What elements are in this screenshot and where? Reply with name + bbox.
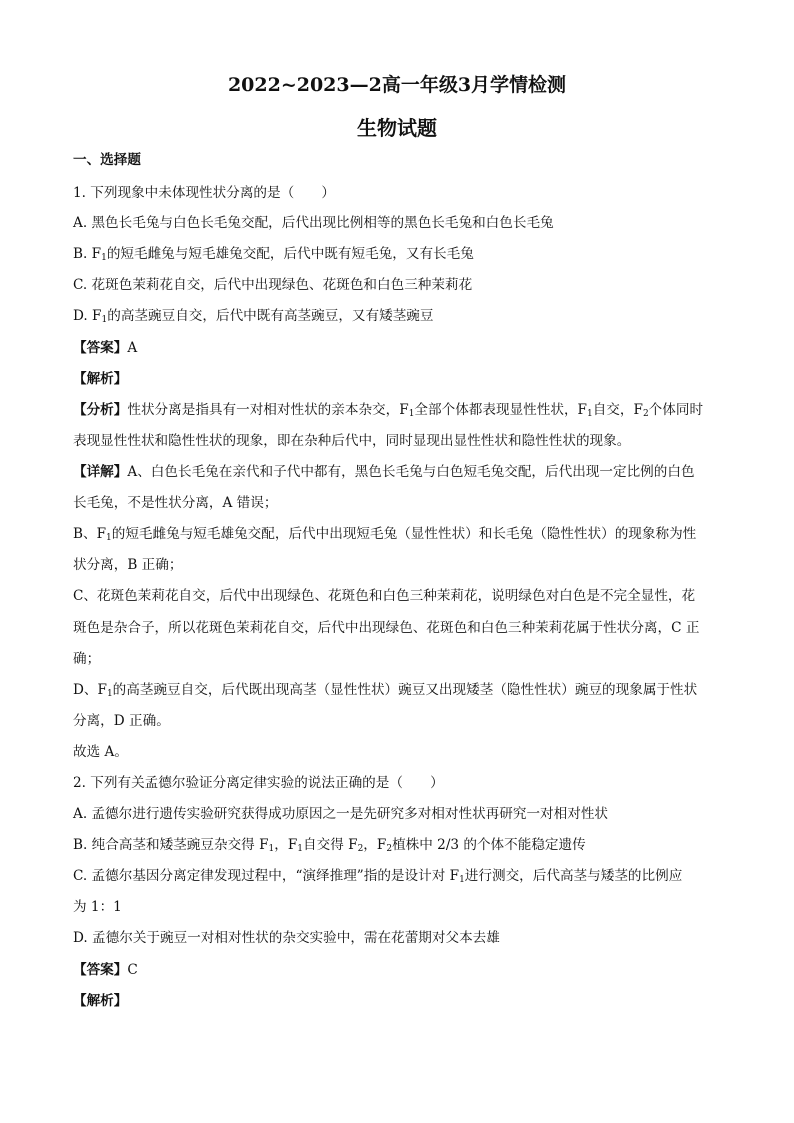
question-2-answer: 【答案】C (73, 962, 138, 978)
question-2-option-c-line-1: C. 孟德尔基因分离定律发现过程中，“演绎推理”指的是设计对 $F_1$进行测交，后代高茎与矮茎的比例应 (73, 868, 683, 885)
page-title: 2022~2023—2高一年级3月学情检测 (227, 74, 567, 96)
question-1-xiangjie-line-2: 长毛兔，不是性状分离，A 错误； (73, 495, 278, 511)
question-1-answer: 【答案】A (73, 340, 138, 356)
question-1-option-c: C. 花斑色茉莉花自交，后代中出现绿色、花斑色和白色三种茉莉花 (73, 277, 473, 293)
question-1-option-d: D. $F_1$的高茎豌豆自交，后代中既有高茎豌豆，又有矮茎豌豆 (73, 308, 434, 325)
section-heading: 一、选择题 (73, 152, 141, 168)
question-1-xiangjie-line-6: 斑色是杂合子，所以花斑色茉莉花自交，后代中出现绿色、花斑色和白色三种茉莉花属于性状分离，C 正 (73, 620, 700, 636)
question-1-stem: 1. 下列现象中未体现性状分离的是（ ） (73, 185, 335, 201)
question-2-option-a: A. 孟德尔进行遗传实验研究获得成功原因之一是先研究多对相对性状再研究一对相对性状 (73, 806, 609, 822)
question-1-option-b: B. $F_1$的短毛雌兔与短毛雄兔交配，后代中既有短毛兔，又有长毛兔 (73, 246, 474, 263)
question-1-xiangjie-line-4: 状分离，B 正确； (73, 557, 183, 573)
question-1-conclusion: 故选 A。 (73, 744, 128, 760)
question-1-fenxi-line-2: 表现显性性状和隐性性状的现象，即在杂种后代中，同时显现出显性性状和隐性性状的现象。 (73, 433, 631, 449)
question-1-xiangjie-line-7: 确； (73, 651, 101, 667)
question-1-analysis-label: 【解析】 (73, 371, 128, 387)
question-2-option-d: D. 孟德尔关于豌豆一对相对性状的杂交实验中，需在花蕾期对父本去雄 (73, 930, 500, 946)
question-1-xiangjie-line-9: 分离，D 正确。 (73, 713, 170, 729)
question-1-xiangjie-line-8: D、$F_1$的高茎豌豆自交，后代既出现高茎（显性性状）豌豆又出现矮茎（隐性性状）豌豆的现象属于性状 (73, 682, 698, 699)
question-2-option-c-line-2: 为 1：1 (73, 899, 122, 915)
question-2-option-b: B. 纯合高茎和矮茎豌豆杂交得 $F_1$，$F_1$自交得 $F_2$，$F_2$植株中 2/3 的个体不能稳定遗传 (73, 837, 586, 854)
question-1-xiangjie-line-1: 【详解】A、白色长毛兔在亲代和子代中都有，黑色长毛兔与白色短毛兔交配，后代出现一定比例的白色 (73, 464, 695, 480)
question-1-xiangjie-line-3: B、$F_1$的短毛雌兔与短毛雄兔交配，后代中出现短毛兔（显性性状）和长毛兔（隐性性状）的现象称为性 (73, 526, 697, 543)
question-2-stem: 2. 下列有关孟德尔验证分离定律实验的说法正确的是（ ） (73, 775, 444, 791)
question-2-analysis-label: 【解析】 (73, 993, 128, 1009)
question-1-xiangjie-line-5: C、花斑色茉莉花自交，后代中出现绿色、花斑色和白色三种茉莉花，说明绿色对白色是不完全显性，花 (73, 588, 696, 604)
question-1-option-a: A. 黑色长毛兔与白色长毛兔交配，后代出现比例相等的黑色长毛兔和白色长毛兔 (73, 215, 554, 231)
question-1-fenxi-line-1: 【分析】性状分离是指具有一对相对性状的亲本杂交，$F_1$全部个体都表现显性性状，$F_1$自交，$F_2$个体同时 (73, 402, 704, 419)
page-subtitle: 生物试题 (357, 116, 437, 140)
